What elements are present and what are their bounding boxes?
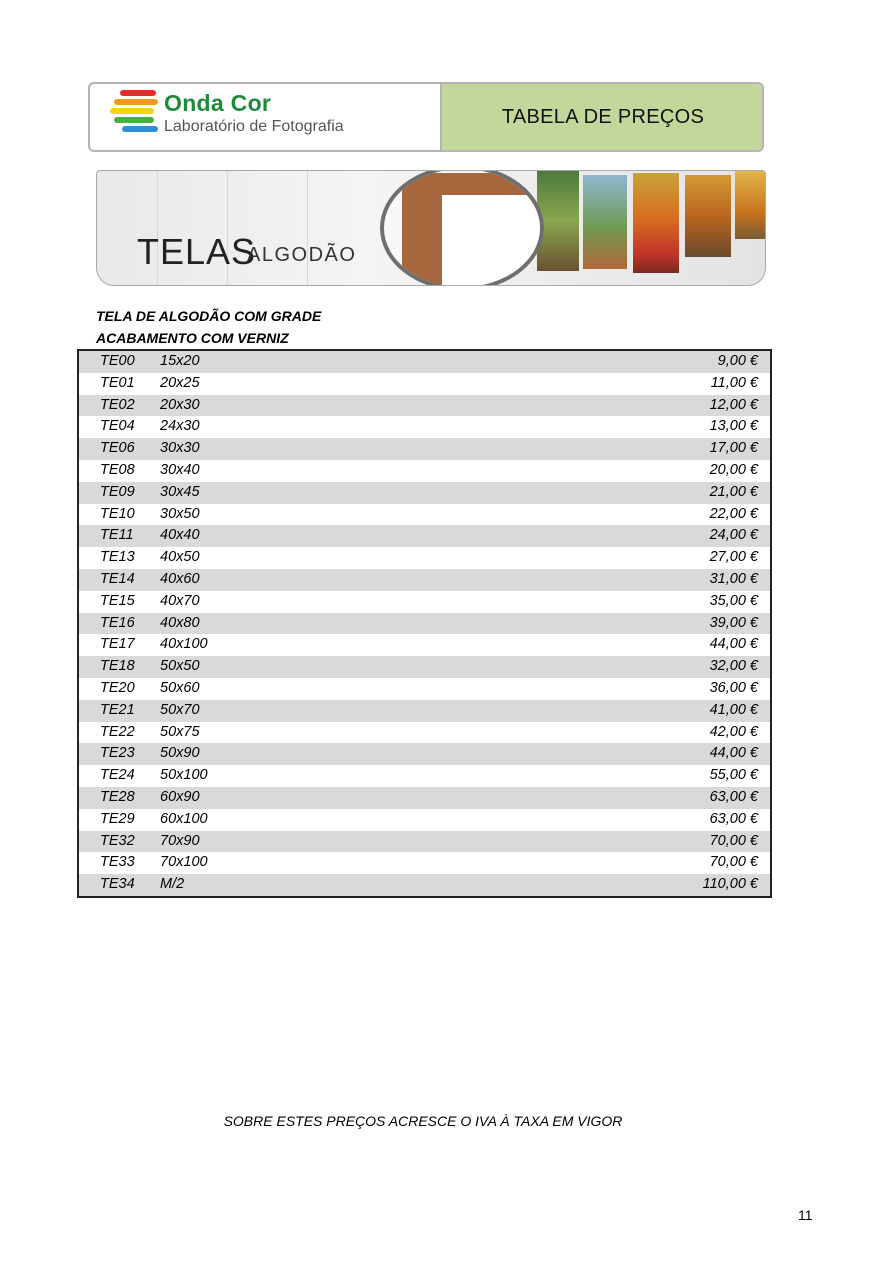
product-size: 50x70 — [160, 700, 360, 722]
price-row — [78, 678, 771, 700]
logo-stripe — [122, 126, 158, 132]
product-price: 11,00 € — [710, 374, 758, 391]
product-code: TE17 — [100, 636, 135, 653]
product-price: 39,00 € — [360, 613, 771, 635]
page-header — [88, 82, 764, 152]
canvas-panel-image — [583, 175, 627, 269]
vat-note: SOBRE ESTES PREÇOS ACRESCE O IVA À TAXA EM VIGOR — [223, 1113, 623, 1129]
price-row — [78, 765, 771, 787]
product-price: 12,00 € — [360, 395, 771, 417]
product-code: TE10 — [100, 505, 135, 522]
product-price: 70,00 € — [709, 854, 758, 871]
product-code: TE08 — [100, 461, 135, 478]
product-banner — [96, 170, 766, 286]
product-code: TE18 — [78, 656, 160, 678]
product-size: 50x75 — [160, 723, 200, 740]
price-row — [78, 809, 771, 831]
product-price: 13,00 € — [709, 418, 758, 435]
logo-stripe — [114, 99, 158, 105]
logo-subtitle: Laboratório de Fotografia — [164, 118, 344, 135]
product-code: TE33 — [100, 854, 135, 871]
product-size: 50x90 — [160, 743, 360, 765]
product-price: 110,00 € — [360, 874, 771, 897]
product-size: 20x25 — [160, 374, 200, 391]
price-row — [78, 743, 771, 765]
price-row — [78, 395, 771, 417]
product-price: 21,00 € — [360, 482, 771, 504]
product-code: TE24 — [100, 767, 135, 784]
price-row — [78, 460, 771, 482]
product-price: 63,00 € — [360, 787, 771, 809]
product-code: TE09 — [78, 482, 160, 504]
product-size: 20x30 — [160, 395, 360, 417]
product-code: TE13 — [100, 549, 135, 566]
product-code: TE21 — [78, 700, 160, 722]
product-code: TE23 — [78, 743, 160, 765]
product-price: 22,00 € — [709, 505, 758, 522]
product-code: TE15 — [100, 592, 135, 609]
product-price: 9,00 € — [360, 350, 771, 373]
product-code: TE06 — [78, 438, 160, 460]
product-code: TE28 — [78, 787, 160, 809]
product-price: 55,00 € — [709, 767, 758, 784]
price-row — [78, 416, 771, 438]
page-title: TABELA DE PREÇOS — [501, 105, 705, 128]
product-price: 41,00 € — [360, 700, 771, 722]
product-code: TE02 — [78, 395, 160, 417]
price-row — [78, 438, 771, 460]
product-price: 42,00 € — [709, 723, 758, 740]
product-code: TE11 — [78, 525, 160, 547]
price-row — [78, 373, 771, 395]
price-row — [78, 569, 771, 591]
product-price: 31,00 € — [360, 569, 771, 591]
canvas-panel-image — [735, 171, 765, 239]
price-row — [78, 613, 771, 635]
product-code: TE32 — [78, 831, 160, 853]
product-size: 15x20 — [160, 350, 360, 373]
canvas-panel-image — [633, 173, 679, 273]
price-row — [78, 504, 771, 526]
logo-name: Onda Cor — [164, 90, 272, 116]
page-number: 11 — [798, 1207, 813, 1223]
section-title-line1: TELA DE ALGODÃO COM GRADE — [96, 308, 322, 324]
logo-stripe — [114, 117, 154, 123]
product-size: 30x50 — [160, 505, 200, 522]
price-row — [78, 656, 771, 678]
price-row — [78, 525, 771, 547]
product-price: 63,00 € — [709, 810, 758, 827]
product-price: 36,00 € — [709, 679, 758, 696]
product-size: 40x80 — [160, 613, 360, 635]
banner-title: TELAS — [137, 231, 257, 272]
product-code: TE00 — [78, 350, 160, 373]
product-size: 40x40 — [160, 525, 360, 547]
product-price: 17,00 € — [360, 438, 771, 460]
banner-wood-line — [307, 171, 308, 285]
product-code: TE29 — [100, 810, 135, 827]
banner-subtitle: ALGODÃO — [247, 244, 357, 266]
product-size: 50x50 — [160, 656, 360, 678]
price-table-title-box — [440, 82, 764, 152]
canvas-surface — [442, 195, 544, 286]
logo-stripe — [120, 90, 156, 96]
product-size: 30x45 — [160, 482, 360, 504]
price-row — [78, 482, 771, 504]
product-size: 50x60 — [160, 679, 200, 696]
section-title-line2: ACABAMENTO COM VERNIZ — [96, 330, 289, 346]
logo-stripe — [110, 108, 154, 114]
product-code: TE22 — [100, 723, 135, 740]
price-row — [78, 634, 771, 656]
price-row — [78, 831, 771, 853]
product-code: TE04 — [100, 418, 135, 435]
product-code: TE16 — [78, 613, 160, 635]
price-row — [78, 700, 771, 722]
price-row — [78, 852, 771, 874]
product-price: 32,00 € — [360, 656, 771, 678]
product-size: 40x50 — [160, 549, 200, 566]
price-table — [77, 349, 772, 898]
logo-stripes-icon — [110, 90, 162, 138]
product-size: 40x70 — [160, 592, 200, 609]
product-size: 30x40 — [160, 461, 200, 478]
product-price: 24,00 € — [360, 525, 771, 547]
product-size: 50x100 — [160, 767, 208, 784]
product-size: 40x60 — [160, 569, 360, 591]
price-row — [78, 787, 771, 809]
product-price: 27,00 € — [709, 549, 758, 566]
product-price: 20,00 € — [709, 461, 758, 478]
price-row — [78, 874, 771, 897]
product-size: 40x100 — [160, 636, 208, 653]
product-code: TE14 — [78, 569, 160, 591]
price-table-body — [78, 350, 771, 897]
product-price: 44,00 € — [360, 743, 771, 765]
product-price: 44,00 € — [709, 636, 758, 653]
frame-detail-magnifier — [380, 170, 544, 286]
product-code: TE01 — [100, 374, 135, 391]
product-size: M/2 — [160, 874, 360, 897]
price-row — [78, 547, 771, 569]
price-row — [78, 722, 771, 744]
product-size: 24x30 — [160, 418, 200, 435]
product-code: TE20 — [100, 679, 135, 696]
product-size: 60x90 — [160, 787, 360, 809]
product-price: 35,00 € — [709, 592, 758, 609]
product-size: 60x100 — [160, 810, 208, 827]
product-size: 70x100 — [160, 854, 208, 871]
price-row — [78, 350, 771, 373]
product-code: TE34 — [78, 874, 160, 897]
canvas-panel-image — [685, 175, 731, 257]
company-logo — [90, 84, 440, 150]
price-row — [78, 591, 771, 613]
product-size: 70x90 — [160, 831, 360, 853]
product-price: 70,00 € — [360, 831, 771, 853]
product-size: 30x30 — [160, 438, 360, 460]
